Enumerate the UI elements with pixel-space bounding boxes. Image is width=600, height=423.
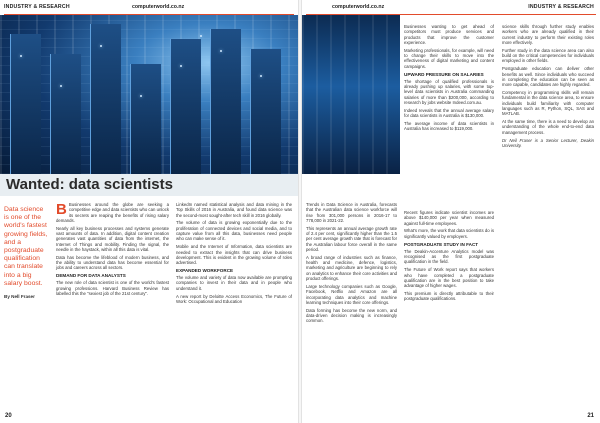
paragraph: The shortage of qualified professionals is already pushing up salaries, with some top-level data scientists in Australia commanding salaries of more than $200,000, according to research by jobs website Indeed.com.au. bbox=[404, 78, 494, 105]
subheading: DEMAND FOR DATA ANALYSTS bbox=[56, 273, 126, 279]
paragraph: The new role of data scientist is one of the world's fastest growing professions. Harvard Business Review has labelled this the "sexiest job of the 21st century". bbox=[56, 280, 169, 297]
page-number-right: 21 bbox=[587, 413, 594, 419]
drop-cap: B bbox=[56, 201, 67, 218]
paragraph: Indeed reveals that the annual average salary for data scientists in Australia is $130,000. bbox=[404, 107, 494, 119]
column-6 bbox=[502, 24, 594, 151]
sidebar bbox=[4, 206, 50, 299]
paragraph: The Future of Work report says that workers who have completed a postgraduate qualification are in the best position to take advantage of higher wages. bbox=[404, 267, 494, 289]
paragraph: A new report by Deloitte Access Economics, The Future of Work: Occupational and Education bbox=[176, 293, 292, 304]
left-page bbox=[0, 0, 298, 423]
paragraph: The volume of data is growing exponentially due to the proliferation of connected devices and social media, and to capture value from all this data, businesses need people who can make sense of it. bbox=[176, 220, 292, 242]
paragraph: A broad range of industries such as finance, health and medicine, defence, logistics, marketing and agriculture are beginning to rely on analytics to enhance their core activities and product offerings. bbox=[306, 254, 397, 282]
paragraph: Recent figures indicate scientist incomes are above $140,000 per year when measured against full-time employees. bbox=[404, 210, 494, 226]
photo-continuation bbox=[302, 15, 400, 174]
right-header bbox=[302, 0, 600, 14]
right-page bbox=[302, 0, 600, 423]
paragraph: science skills through further study enables workers who are already qualified in their current industry to perform their existing roles more effectively. bbox=[502, 24, 594, 45]
site-url: computerworld.co.nz bbox=[132, 4, 185, 10]
column-5 bbox=[404, 210, 494, 304]
subheading: UPWARD PRESSURE ON SALARIES bbox=[404, 71, 484, 77]
paragraph: Large technology companies such as Google, Facebook, Netflix and Amazon are all incorporating data analytics and machine learning techniques into their core offerings. bbox=[306, 283, 397, 305]
paragraph: Businesses around the globe are seeking a competitive edge and data scientists who can unlock its secrets are reaping the benefits of rising salary demands. bbox=[56, 202, 169, 223]
column-1 bbox=[56, 202, 169, 299]
site-url: computerworld.co.nz bbox=[332, 4, 385, 10]
column-2 bbox=[176, 202, 292, 307]
server-room-photo bbox=[0, 15, 298, 174]
column-3 bbox=[306, 202, 397, 326]
paragraph: What's more, the work that data scientists do is significantly valued by employers. bbox=[404, 228, 494, 239]
paragraph: Further study in the data science area can also build on the critical competencies for individuals employed in other fields. bbox=[502, 47, 594, 64]
paragraph: The Deakin-Accenture Analytics model was recognised as the first postgraduate qualification in the field. bbox=[404, 248, 494, 265]
paragraph: At the same time, there is a need to develop an understanding of the whole end-to-end data management process. bbox=[502, 119, 594, 135]
subheading: EXPANDED WORKFORCE bbox=[176, 268, 234, 274]
paragraph: Businesses wanting to get ahead of competitors must produce services and products that improve the customer experience. bbox=[404, 24, 494, 45]
paragraph: LinkedIn named statistical analysis and data mining in the Top Skills of 2016 in Australia, and found data science was the second-most sought-after tech skill in 2016 globally. bbox=[176, 202, 292, 218]
paragraph: This premium is directly attributable to their postgraduate qualifications. bbox=[404, 291, 494, 302]
left-header bbox=[0, 0, 298, 14]
pull-quote: Data science is one of the world's fastest growing fields, and a postgraduate qualification can translate into a big salary boost. bbox=[4, 206, 48, 287]
article-title: Wanted: data scientists bbox=[6, 176, 173, 193]
page-number-left: 20 bbox=[5, 413, 12, 419]
paragraph: The average income of data scientists in Australia has increased to $119,000. bbox=[404, 120, 494, 132]
byline: By Nell Fraser bbox=[4, 294, 35, 300]
paragraph: Competency in programming skills will remain fundamental in the data science area, to ensure individuals build familiarity with computer languages such as R, Python, SQL, SAS and MATLAB. bbox=[502, 90, 594, 117]
section-label: INDUSTRY & RESEARCH bbox=[528, 4, 594, 10]
paragraph: Nearly all key business processes and systems generate vast amounts of data. In addition, digital content creation generates vast quantities of data from the internet, the Internet of Things and mobility. Finding the signal, the needle in the haystack, within all this data is vital. bbox=[56, 225, 169, 252]
section-label: INDUSTRY & RESEARCH bbox=[4, 4, 70, 10]
paragraph: Trends in Data Science in Australia, forecasts that the Australian data science workforce will rise from 301,000 persons in 2016-17 to 778,000 in 2021-22. bbox=[306, 202, 397, 223]
paragraph: Postgraduate education can deliver other benefits as well. Since individuals who succeed in completing the education can be seen as more capable, candidates are highly regarded. bbox=[502, 66, 594, 88]
title-band bbox=[0, 174, 298, 196]
paragraph: This represents an annual average growth rate of 2.4 per cent, significantly higher than the 1.5 per cent average growth rate that is forecast for the Australian labour force overall in the same period. bbox=[306, 225, 397, 252]
paragraph: The volume and variety of data now available are prompting companies to invest in their data and in people who understand it. bbox=[176, 275, 292, 291]
paragraph: Mobile and the Internet of Information, data scientists are needed to extract the insights that can drive business development. This is evident in the growing volume of roles advertised. bbox=[176, 244, 292, 266]
column-4 bbox=[404, 24, 494, 134]
paragraph: Data forming has become the new norm, and data-driven decision making is increasingly common. bbox=[306, 307, 397, 324]
paragraph: Data has become the lifeblood of modern business, and the ability to understand data has become essential for jobs and careers across all sectors. bbox=[56, 254, 169, 271]
subheading: POSTGRADUATE STUDY IN FACT bbox=[404, 241, 479, 247]
paragraph: Marketing professionals, for example, will need to change their skills to move into the effectiveness of digital marketing and content campaigns. bbox=[404, 47, 494, 69]
author-note: Dr Neil Fraser is a Senior Lecturer, Deakin University. bbox=[502, 137, 594, 148]
